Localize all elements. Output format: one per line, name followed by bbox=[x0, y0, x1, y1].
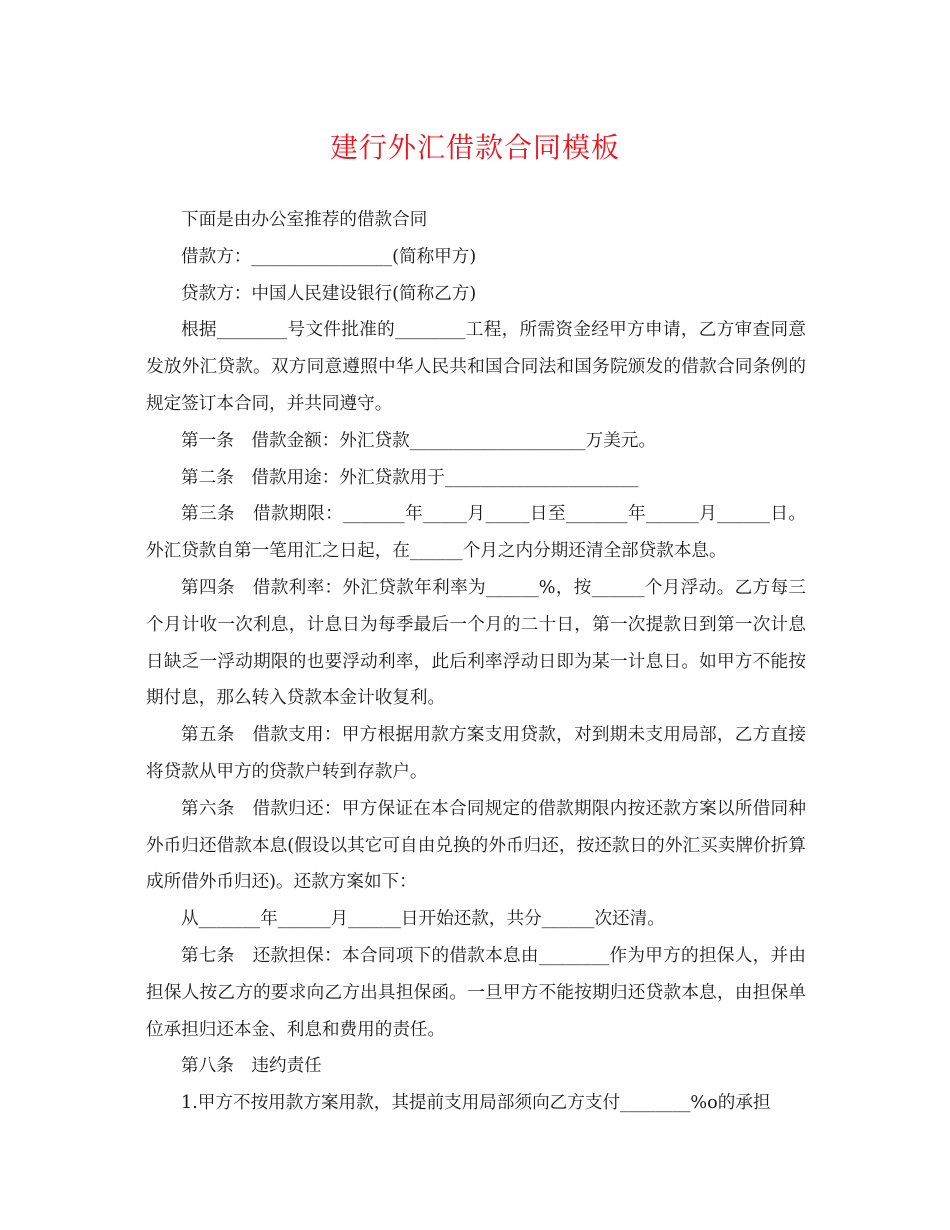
lender-line: 贷款方：中国人民建设银行(简称乙方) bbox=[181, 283, 477, 304]
borrower-line: 借款方：________________(简称甲方) bbox=[181, 246, 477, 267]
article-3-term: 第三条 借款期限：_______年_____月_____日至_______年______月______日。外汇贷款自第一笔用汇之日起，在______个月之内分期还清全部贷款本息。 bbox=[146, 504, 806, 562]
article-6-repayment: 第六条 借款归还：甲方保证在本合同规定的借款期限内按还款方案以所借同种外币归还借款本息(假设以其它可自由兑换的外币归还，按还款日的外汇买卖牌价折算成所借外币归还)。还款方案如下： bbox=[146, 798, 806, 893]
article-1-amount: 第一条 借款金额：外汇贷款____________________万美元。 bbox=[181, 430, 657, 451]
article-2-purpose: 第二条 借款用途：外汇贷款用于______________________ bbox=[181, 467, 639, 488]
article-4-interest: 第四条 借款利率：外汇贷款年利率为______%，按______个月浮动。乙方每三个月计收一次利息，计息日为每季最后一个月的二十日，第一次提款日到第一次计息日缺乏一浮动期限的也要浮动利率，此后利率浮动日即为某一计息日。如甲方不能按期付息，那么转入贷款本金计收复利。 bbox=[146, 577, 806, 709]
document-body bbox=[146, 202, 806, 1122]
intro-paragraph: 下面是由办公室推荐的借款合同 bbox=[181, 210, 428, 230]
article-8-heading: 第八条 违约责任 bbox=[181, 1056, 322, 1077]
article-7-guarantee: 第七条 还款担保：本合同项下的借款本息由________作为甲方的担保人，并由担保人按乙方的要求向乙方出具担保函。一旦甲方不能按期归还贷款本息，由担保单位承担归还本金、利息和费用的责任。 bbox=[146, 945, 806, 1040]
document-title: 建行外汇借款合同模板 bbox=[329, 131, 620, 164]
preamble-paragraph: 根据________号文件批准的________工程，所需资金经甲方申请，乙方审查同意发放外汇贷款。双方同意遵照中华人民共和国合同法和国务院颁发的借款合同条例的规定签订本合同，并共同遵守。 bbox=[146, 320, 806, 414]
article-5-disbursement: 第五条 借款支用：甲方根据用款方案支用贷款，对到期未支用局部，乙方直接将贷款从甲方的贷款户转到存款户。 bbox=[146, 725, 806, 782]
article-8-clause-1: 1.甲方不按用款方案用款，其提前支用局部须向乙方支付________%o的承担 bbox=[181, 1093, 771, 1114]
repayment-schedule-line: 从_______年______月______日开始还款，共分______次还清。 bbox=[181, 909, 665, 930]
